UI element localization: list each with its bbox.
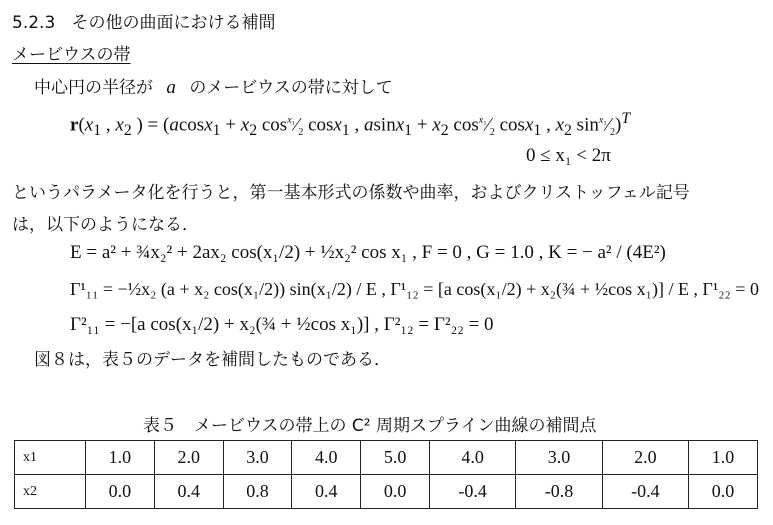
table-cell: 2.0 — [154, 441, 223, 475]
section-number: 5.2.3 — [12, 13, 56, 33]
table-cell: 1.0 — [86, 441, 155, 475]
section-title: その他の曲面における補間 — [71, 13, 276, 33]
table-caption: 表５ メービウスの帯上の C² 周期スプライン曲線の補間点 — [143, 416, 597, 436]
table-cell: -0.4 — [602, 475, 688, 509]
metric-equation: E = a² + ¾x₂² + 2ax₂ cos(x₁/2) + ½x₂² cos x₁ , F = 0 , G = 1.0 , K = − a² / (4E²) — [70, 242, 666, 263]
interpolation-table — [14, 440, 758, 509]
intro-text: 中心円の半径が — [34, 78, 153, 98]
paragraph-line-2: は，以下のようになる． — [12, 215, 199, 235]
paragraph-line-1: というパラメータ化を行うと，第一基本形式の係数や曲率，およびクリストッフェル記号 — [12, 183, 690, 203]
christoffel-equation-2: Γ²₁₁ = −[a cos(x₁/2) + x₂(¾ + ½cos x₁)] , Γ²₁₂ = Γ²₂₂ = 0 — [70, 314, 494, 335]
subsection-title: メービウスの帯 — [12, 45, 131, 65]
table-cell: 0.0 — [689, 475, 758, 509]
intro-line — [34, 73, 393, 99]
table-cell: 0.4 — [292, 475, 361, 509]
table-cell: 3.0 — [516, 441, 602, 475]
table-cell: -0.8 — [516, 475, 602, 509]
table-cell: 5.0 — [361, 441, 430, 475]
table-row-x1 — [15, 441, 758, 475]
domain-equation: 0 ≤ x₁ < 2π — [526, 145, 611, 166]
table-cell: 0.8 — [223, 475, 292, 509]
intro-tail: のメービウスの帯に対して — [189, 78, 393, 98]
param-equation: $r(x_1$ , $x_2$ ) = ($acosx_1 + x_2$ $\cos^{x_1}⁄_2$ cosx$_1$ , $asinx_1 + x_2$ $\cos^{x_1}⁄_2$ cosx$_1$ , $x_2$ $\sin^{x_1}⁄_2)^T$ — [70, 110, 631, 140]
table-cell: 0.4 — [154, 475, 223, 509]
christoffel-equation-1: Γ¹₁₁ = −½x₂ (a + x₂ cos(x₁/2)) sin(x₁/2) / E , Γ¹₁₂ = [a cos(x₁/2) + x₂(¾ + ½cos x₁)] / E , Γ¹₂₂ = 0 — [70, 279, 759, 299]
table-row-x2 — [15, 475, 758, 509]
figure-reference: 図８は，表５のデータを補間したものである． — [34, 350, 391, 370]
table-cell: 4.0 — [429, 441, 515, 475]
row-header-x1: x1 — [15, 441, 86, 475]
table-cell: -0.4 — [429, 475, 515, 509]
table-cell: 4.0 — [292, 441, 361, 475]
table-cell: 1.0 — [689, 441, 758, 475]
section-heading — [12, 8, 275, 33]
table-cell: 0.0 — [86, 475, 155, 509]
table-cell: 0.0 — [361, 475, 430, 509]
table-cell: 2.0 — [602, 441, 688, 475]
table-cell: 3.0 — [223, 441, 292, 475]
row-header-x2: x2 — [15, 475, 86, 509]
intro-variable: a — [166, 77, 176, 98]
